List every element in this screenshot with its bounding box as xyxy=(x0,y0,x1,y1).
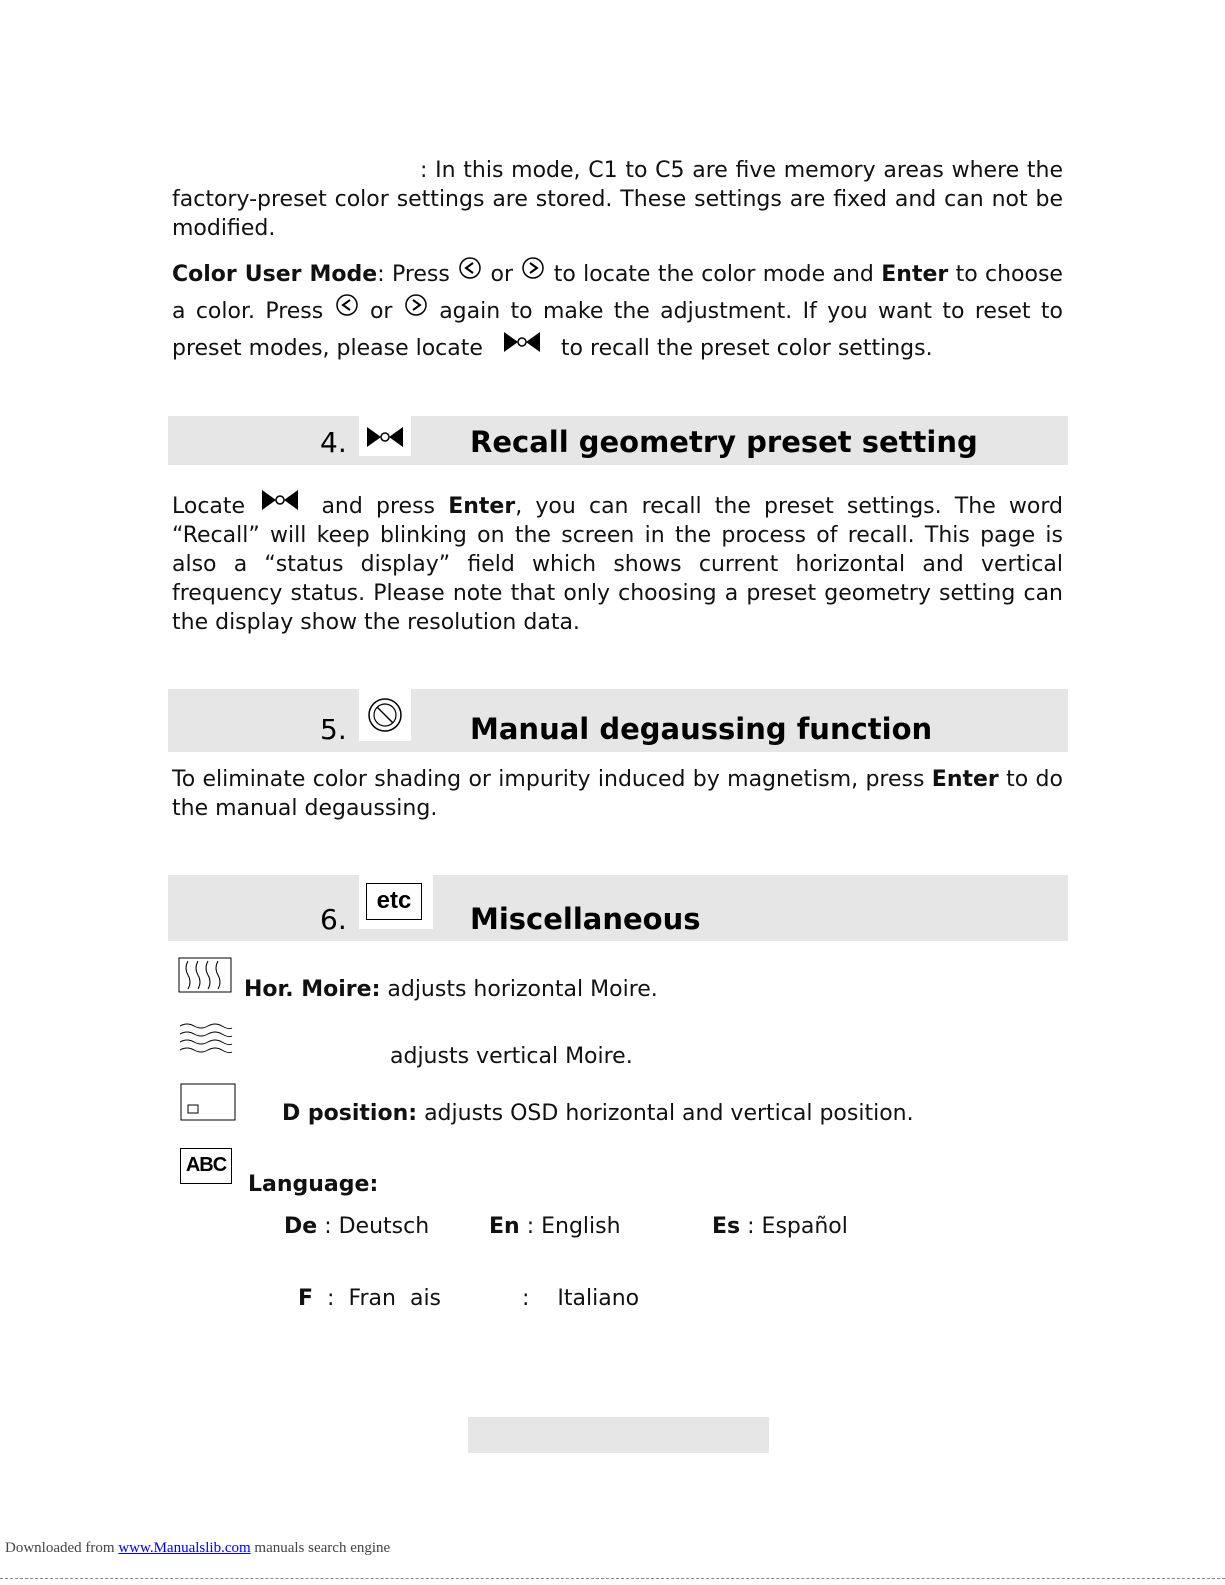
language-name: Italiano xyxy=(557,1286,640,1311)
color-mode-intro xyxy=(172,156,1063,243)
language-name: English xyxy=(541,1214,621,1239)
section-6-icon-box xyxy=(359,875,433,929)
text-fragment: or xyxy=(369,299,393,324)
section-6-title: Miscellaneous xyxy=(470,902,701,936)
language-item-fr xyxy=(284,1255,441,1313)
language-separator: : xyxy=(327,1286,335,1311)
enter-key-label: Enter xyxy=(931,767,999,792)
osd-position-row xyxy=(282,1099,914,1128)
horizontal-moire-icon xyxy=(178,957,232,993)
text-fragment: to locate the color mode and xyxy=(553,262,874,287)
section-5-title: Manual degaussing function xyxy=(470,712,933,746)
vertical-moire-icon xyxy=(178,1022,234,1058)
language-separator: : xyxy=(324,1214,332,1239)
text-fragment: Locate xyxy=(172,494,246,519)
text-fragment: again to make the adjustment. If you want to reset to preset modes, please locate xyxy=(172,299,1063,361)
section-5-icon-box xyxy=(359,689,411,741)
language-icon xyxy=(180,1148,232,1184)
language-code: F xyxy=(298,1286,314,1311)
recall-icon xyxy=(363,424,407,450)
section-4-body xyxy=(172,492,1063,637)
recall-icon xyxy=(258,487,302,513)
right-arrow-icon xyxy=(403,293,429,317)
language-name: Fran ais xyxy=(348,1286,442,1311)
section-4-icon-box xyxy=(359,416,411,456)
ver-moire-text: adjusts vertical Moire. xyxy=(390,1044,633,1069)
ver-moire-row xyxy=(390,1042,633,1071)
text-fragment: to choose a color. Press xyxy=(172,262,1063,324)
right-arrow-icon xyxy=(520,256,546,280)
footer-prefix: Downloaded from xyxy=(5,1540,115,1556)
language-name: Español xyxy=(761,1214,848,1239)
section-5-body xyxy=(172,765,1063,823)
language-item-en xyxy=(489,1212,621,1241)
osd-position-label: D position: xyxy=(282,1101,418,1126)
language-label: Language: xyxy=(248,1172,379,1197)
language-separator: : xyxy=(747,1214,755,1239)
language-code: De xyxy=(284,1214,318,1239)
language-icon-label: ABC xyxy=(185,1154,227,1176)
footer-link[interactable]: www.Manualslib.com xyxy=(118,1540,251,1556)
left-arrow-icon xyxy=(334,293,360,317)
osd-position-text: adjusts OSD horizontal and vertical position. xyxy=(424,1101,914,1126)
color-mode-intro-text: : In this mode, C1 to C5 are five memory areas where the factory-preset color settings are stored. These settings are fixed and can not be modified. xyxy=(172,158,1063,241)
text-fragment: , you can recall the preset settings. The word “Recall” will keep blinking on the screen in the process of recall. This page is also a “status display” field which shows current horizontal and vertical frequency status. Please note that only choosing a preset geometry setting can the display show the resolution data. xyxy=(172,494,1063,635)
language-code: Es xyxy=(712,1214,741,1239)
footer-suffix: manuals search engine xyxy=(250,1540,391,1556)
section-4-title: Recall geometry preset setting xyxy=(470,425,978,459)
section-5-header xyxy=(168,689,1068,752)
hor-moire-label: Hor. Moire: xyxy=(244,977,381,1002)
footer-divider xyxy=(0,1578,1225,1579)
text-fragment: and press xyxy=(321,494,436,519)
text-fragment: To eliminate color shading or impurity induced by magnetism, press xyxy=(172,767,925,792)
text-fragment: to do the manual degaussing. xyxy=(172,767,1063,821)
enter-key-label: Enter xyxy=(448,494,516,519)
language-separator: : xyxy=(526,1214,535,1239)
text-fragment: to recall the preset color settings. xyxy=(560,336,933,361)
color-user-mode-label: Color User Mode xyxy=(172,262,378,287)
section-4-header xyxy=(168,416,1068,465)
etc-icon-label: etc xyxy=(376,887,412,914)
hor-moire-text: adjusts horizontal Moire. xyxy=(387,977,658,1002)
language-code: En xyxy=(489,1214,520,1239)
language-label-row xyxy=(248,1170,378,1199)
language-item-es xyxy=(712,1212,848,1241)
section-5-number: 5. xyxy=(320,713,347,746)
enter-key-label: Enter xyxy=(881,262,949,287)
left-arrow-icon xyxy=(457,256,483,280)
color-user-mode-paragraph xyxy=(172,256,1063,367)
language-separator: : xyxy=(522,1286,530,1311)
footer xyxy=(5,1540,390,1557)
section-6-header xyxy=(168,875,1068,941)
text-fragment: or xyxy=(490,262,514,287)
degauss-icon xyxy=(365,695,405,735)
osd-position-icon xyxy=(180,1083,236,1121)
hor-moire-row xyxy=(244,975,658,1004)
section-6-number: 6. xyxy=(320,903,347,936)
etc-icon xyxy=(366,883,422,920)
page-number-bar xyxy=(468,1417,769,1453)
language-item-de xyxy=(284,1212,429,1241)
section-4-number: 4. xyxy=(320,426,347,459)
recall-icon xyxy=(500,329,544,355)
language-name: Deutsch xyxy=(338,1214,430,1239)
text-fragment: : Press xyxy=(377,262,450,287)
language-item-it xyxy=(508,1255,639,1313)
